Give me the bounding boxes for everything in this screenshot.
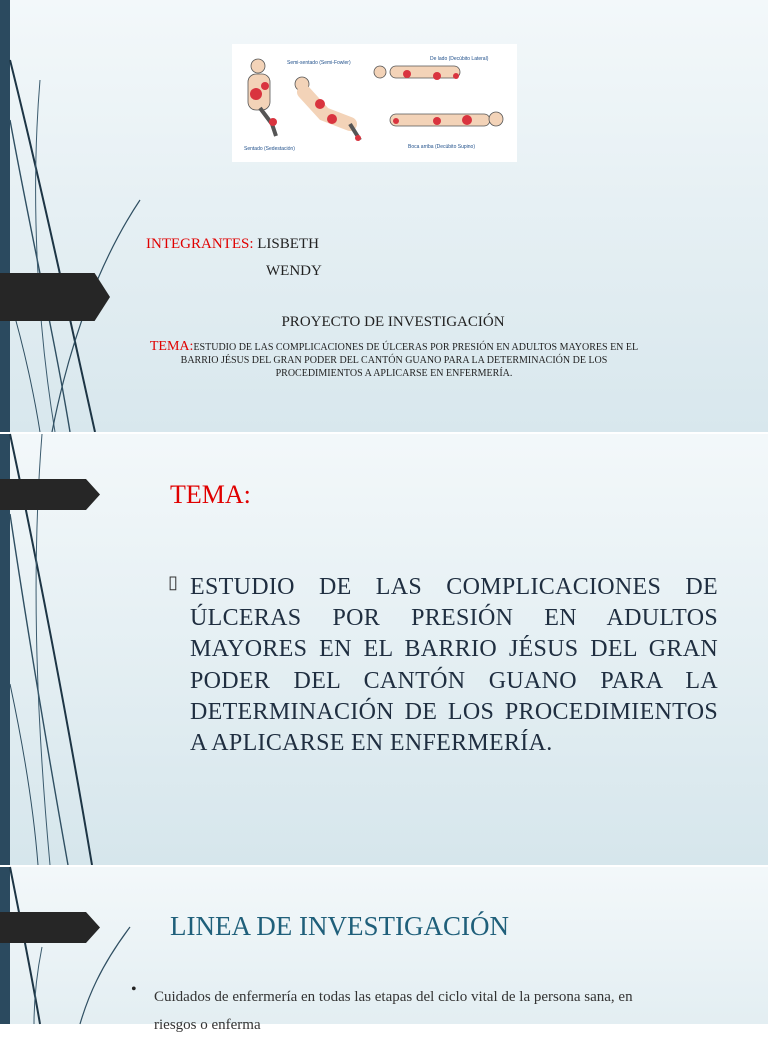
project-title: PROYECTO DE INVESTIGACIÓN — [281, 314, 505, 330]
tema-bullet-text: ESTUDIO DE LAS COMPLICACIONES DE ÚLCERAS POR PRESIÓN EN ADULTOS MAYORES EN EL BARRIO JÉSUS DEL GRAN PODER DEL CANTÓN GUANO PARA LA DETERMINACIÓN DE LOS PROCEDIMIENTOS A APLICARSE EN ENFERMERÍA. — [190, 574, 718, 757]
slide-tab-arrow — [0, 912, 100, 943]
tema-paragraph — [146, 340, 642, 380]
bullet-dot: • — [131, 981, 137, 998]
tema-text: ESTUDIO DE LAS COMPLICACIONES DE ÚLCERAS POR PRESIÓN EN ADULTOS MAYORES EN EL BARRIO JÉSUS DEL GRAN PODER DEL CANTÓN GUANO PARA LA DETERMINACIÓN DE LOS PROCEDIMIENTOS A APLICARSE EN ENFERMERÍA. — [180, 342, 639, 379]
square-bullet-icon: ▯ — [168, 572, 178, 592]
decorative-curves — [0, 0, 140, 432]
slide-heading: LINEA DE INVESTIGACIÓN — [170, 911, 509, 941]
label-sentado: Sentado (Sedestación) — [244, 146, 295, 152]
supine-figure-icon — [390, 112, 503, 126]
label-supino: Boca arriba (Decúbito Supino) — [408, 144, 475, 150]
slide-3 — [0, 867, 768, 1033]
list-item: Cuidados de enfermería en todas las etapas del ciclo vital de la persona sana, en riesgos o enferma — [154, 989, 633, 1033]
integrante-2: WENDY — [266, 263, 322, 279]
slide-tab-arrow — [0, 273, 110, 321]
patient-positions-illustration — [232, 44, 517, 162]
slide-heading: TEMA: — [170, 480, 251, 509]
integrante-1: LISBETH — [253, 236, 319, 252]
label-semi: Semi-sentado (Semi-Fowler) — [287, 60, 351, 66]
tema-label: TEMA: — [149, 339, 194, 354]
slide-tab-arrow — [0, 479, 100, 510]
seated-figure-icon — [248, 59, 277, 136]
label-lateral: De lado (Decúbito Lateral) — [430, 56, 489, 62]
slide-1 — [0, 0, 768, 432]
lateral-figure-icon — [374, 66, 460, 80]
integrantes-line — [146, 236, 319, 253]
slide-2 — [0, 434, 768, 865]
integrantes-label: INTEGRANTES: — [146, 236, 254, 252]
decorative-curves — [0, 867, 140, 1024]
semi-fowler-figure-icon — [295, 77, 361, 141]
